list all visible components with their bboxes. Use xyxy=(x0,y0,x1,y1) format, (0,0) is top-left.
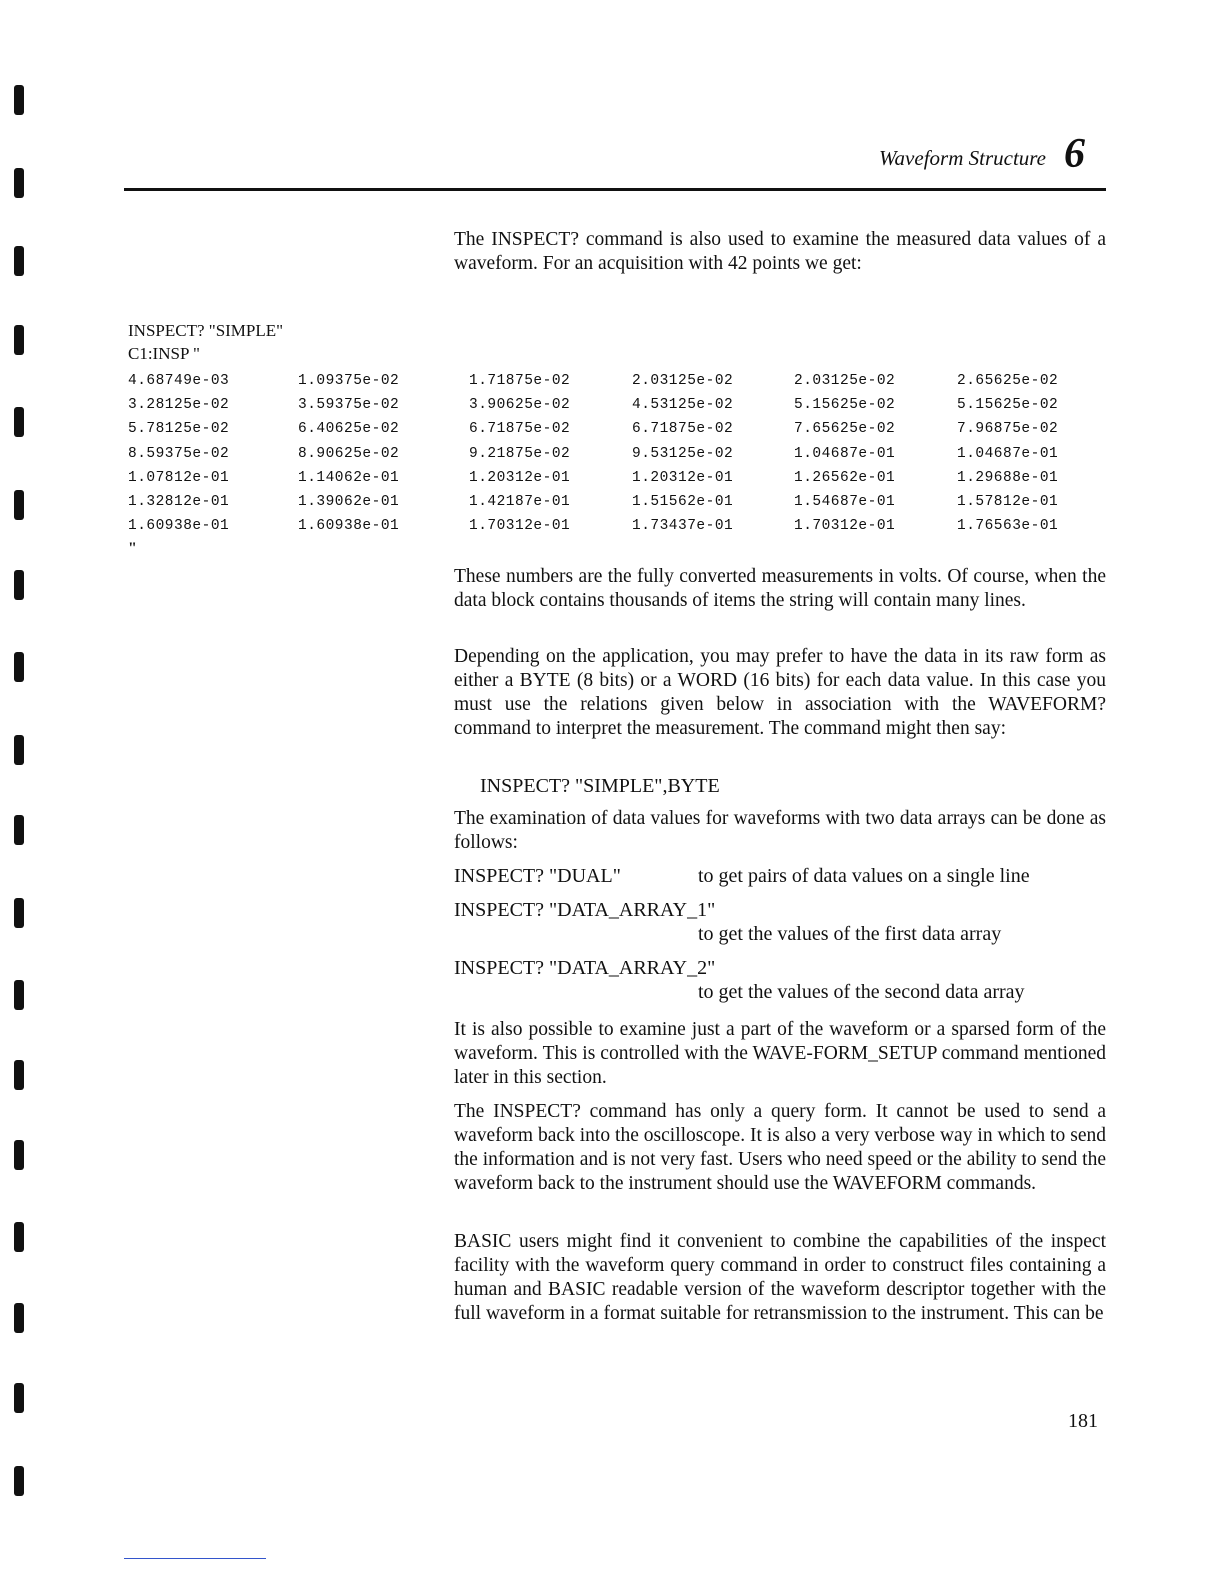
binding-mark xyxy=(14,652,24,682)
table-cell: 1.32812e-01 xyxy=(128,494,230,511)
binding-mark xyxy=(14,1383,24,1413)
binding-mark xyxy=(14,1140,24,1170)
table-cell: 1.20312e-01 xyxy=(469,469,571,486)
table-cell: 5.15625e-02 xyxy=(957,397,1059,414)
command-inspect-dual: INSPECT? "DUAL" xyxy=(454,865,621,887)
command-inspect-simple-byte: INSPECT? "SIMPLE",BYTE xyxy=(480,775,720,797)
table-cell: 1.73437e-01 xyxy=(632,518,734,535)
binding-mark xyxy=(14,815,24,845)
table-row xyxy=(128,417,1058,441)
table-cell: 1.76563e-01 xyxy=(957,518,1059,535)
binding-mark xyxy=(14,1060,24,1090)
table-cell: 2.65625e-02 xyxy=(957,373,1059,389)
table-cell: 9.21875e-02 xyxy=(469,445,571,462)
table-row xyxy=(128,466,1058,490)
binding-mark xyxy=(14,490,24,520)
table-cell: 3.28125e-02 xyxy=(128,397,230,414)
header-rule xyxy=(124,188,1106,191)
table-cell: 1.54687e-01 xyxy=(794,494,896,511)
table-cell: 1.20312e-01 xyxy=(632,469,734,486)
binding-mark xyxy=(14,407,24,437)
table-cell: 1.70312e-01 xyxy=(469,518,571,535)
paragraph-basic-users: BASIC users might find it convenient to combine the capabilities of the inspect facility with the waveform query command in order to construct files containing a human and BASIC readable version of the waveform descriptor together with the full waveform in a format suitable for retransmission to the instrument. This can be xyxy=(454,1231,1106,1324)
table-cell: 7.65625e-02 xyxy=(794,421,896,438)
page-number: 181 xyxy=(1068,1410,1098,1432)
table-cell: 4.68749e-03 xyxy=(128,373,230,389)
binding-mark xyxy=(14,168,24,198)
table-cell: 9.53125e-02 xyxy=(632,445,734,462)
closing-quote: " xyxy=(128,540,137,557)
binding-mark xyxy=(14,1222,24,1252)
table-cell: 1.42187e-01 xyxy=(469,494,571,511)
table-cell: 1.60938e-01 xyxy=(128,518,230,535)
table-row xyxy=(128,490,1058,514)
paragraph-converted-measurements: These numbers are the fully converted measurements in volts. Of course, when the data block contains thousands of items the string will contain many lines. xyxy=(454,566,1106,611)
code-line-response: C1:INSP " xyxy=(128,344,200,363)
binding-mark xyxy=(14,898,24,928)
description-data-array-2: to get the values of the second data array xyxy=(698,981,1025,1003)
code-line-command: INSPECT? "SIMPLE" xyxy=(128,321,284,340)
table-cell: 3.90625e-02 xyxy=(469,397,571,414)
binding-mark xyxy=(14,246,24,276)
table-row xyxy=(128,393,1058,417)
command-inspect-data-array-1: INSPECT? "DATA_ARRAY_1" xyxy=(454,899,716,921)
table-cell: 8.90625e-02 xyxy=(298,445,400,462)
table-cell: 5.78125e-02 xyxy=(128,421,230,438)
table-cell: 1.60938e-01 xyxy=(298,518,400,535)
binding-mark xyxy=(14,325,24,355)
table-cell: 1.70312e-01 xyxy=(794,518,896,535)
table-row xyxy=(128,514,1058,538)
table-row xyxy=(128,442,1058,466)
paragraph-query-form: The INSPECT? command has only a query form. It cannot be used to send a waveform back into the oscilloscope. It is also a very verbose way in which to send the information and is not very fast. Users who need speed or the ability to send the waveform back to the instrument should use the WAVEFORM commands. xyxy=(454,1101,1106,1194)
binding-mark xyxy=(14,1303,24,1333)
table-cell: 1.07812e-01 xyxy=(128,469,230,486)
description-dual: to get pairs of data values on a single line xyxy=(698,865,1030,887)
binding-mark xyxy=(14,85,24,115)
table-cell: 1.04687e-01 xyxy=(957,445,1059,462)
table-cell: 1.57812e-01 xyxy=(957,494,1059,511)
intro-paragraph: The INSPECT? command is also used to examine the measured data values of a waveform. For an acquisition with 42 points we get: xyxy=(454,229,1106,274)
binding-mark xyxy=(14,980,24,1010)
table-cell: 2.03125e-02 xyxy=(794,373,896,389)
table-cell: 6.71875e-02 xyxy=(632,421,734,438)
binding-mark xyxy=(14,570,24,600)
table-cell: 6.40625e-02 xyxy=(298,421,400,438)
footer-rule xyxy=(124,1558,266,1559)
table-cell: 4.53125e-02 xyxy=(632,397,734,414)
chapter-number: 6 xyxy=(1064,131,1085,177)
table-cell: 1.39062e-01 xyxy=(298,494,400,511)
data-values-table xyxy=(128,369,1058,538)
binding-mark xyxy=(14,1466,24,1496)
command-inspect-data-array-2: INSPECT? "DATA_ARRAY_2" xyxy=(454,957,716,979)
running-header-title: Waveform Structure xyxy=(878,146,1046,170)
table-cell: 1.29688e-01 xyxy=(957,469,1059,486)
table-cell: 7.96875e-02 xyxy=(957,421,1059,438)
table-cell: 1.09375e-02 xyxy=(298,373,400,389)
table-row xyxy=(128,369,1058,393)
table-cell: 1.04687e-01 xyxy=(794,445,896,462)
binding-mark xyxy=(14,735,24,765)
table-cell: 2.03125e-02 xyxy=(632,373,734,389)
table-cell: 1.14062e-01 xyxy=(298,469,400,486)
table-cell: 1.26562e-01 xyxy=(794,469,896,486)
table-cell: 1.71875e-02 xyxy=(469,373,571,389)
paragraph-sparsed-form: It is also possible to examine just a part of the waveform or a sparsed form of the waveform. This is controlled with the WAVE-FORM_SETUP command mentioned later in this section. xyxy=(454,1019,1106,1088)
table-cell: 3.59375e-02 xyxy=(298,397,400,414)
table-cell: 6.71875e-02 xyxy=(469,421,571,438)
table-cell: 1.51562e-01 xyxy=(632,494,734,511)
table-cell: 8.59375e-02 xyxy=(128,445,230,462)
paragraph-two-arrays: The examination of data values for waveforms with two data arrays can be done as follows: xyxy=(454,808,1106,853)
paragraph-raw-form: Depending on the application, you may prefer to have the data in its raw form as either a BYTE (8 bits) or a WORD (16 bits) for each data value. In this case you must use the relations given below in association with the WAVEFORM? command to interpret the measurement. The command might then say: xyxy=(454,646,1106,739)
description-data-array-1: to get the values of the first data array xyxy=(698,923,1002,945)
table-cell: 5.15625e-02 xyxy=(794,397,896,414)
